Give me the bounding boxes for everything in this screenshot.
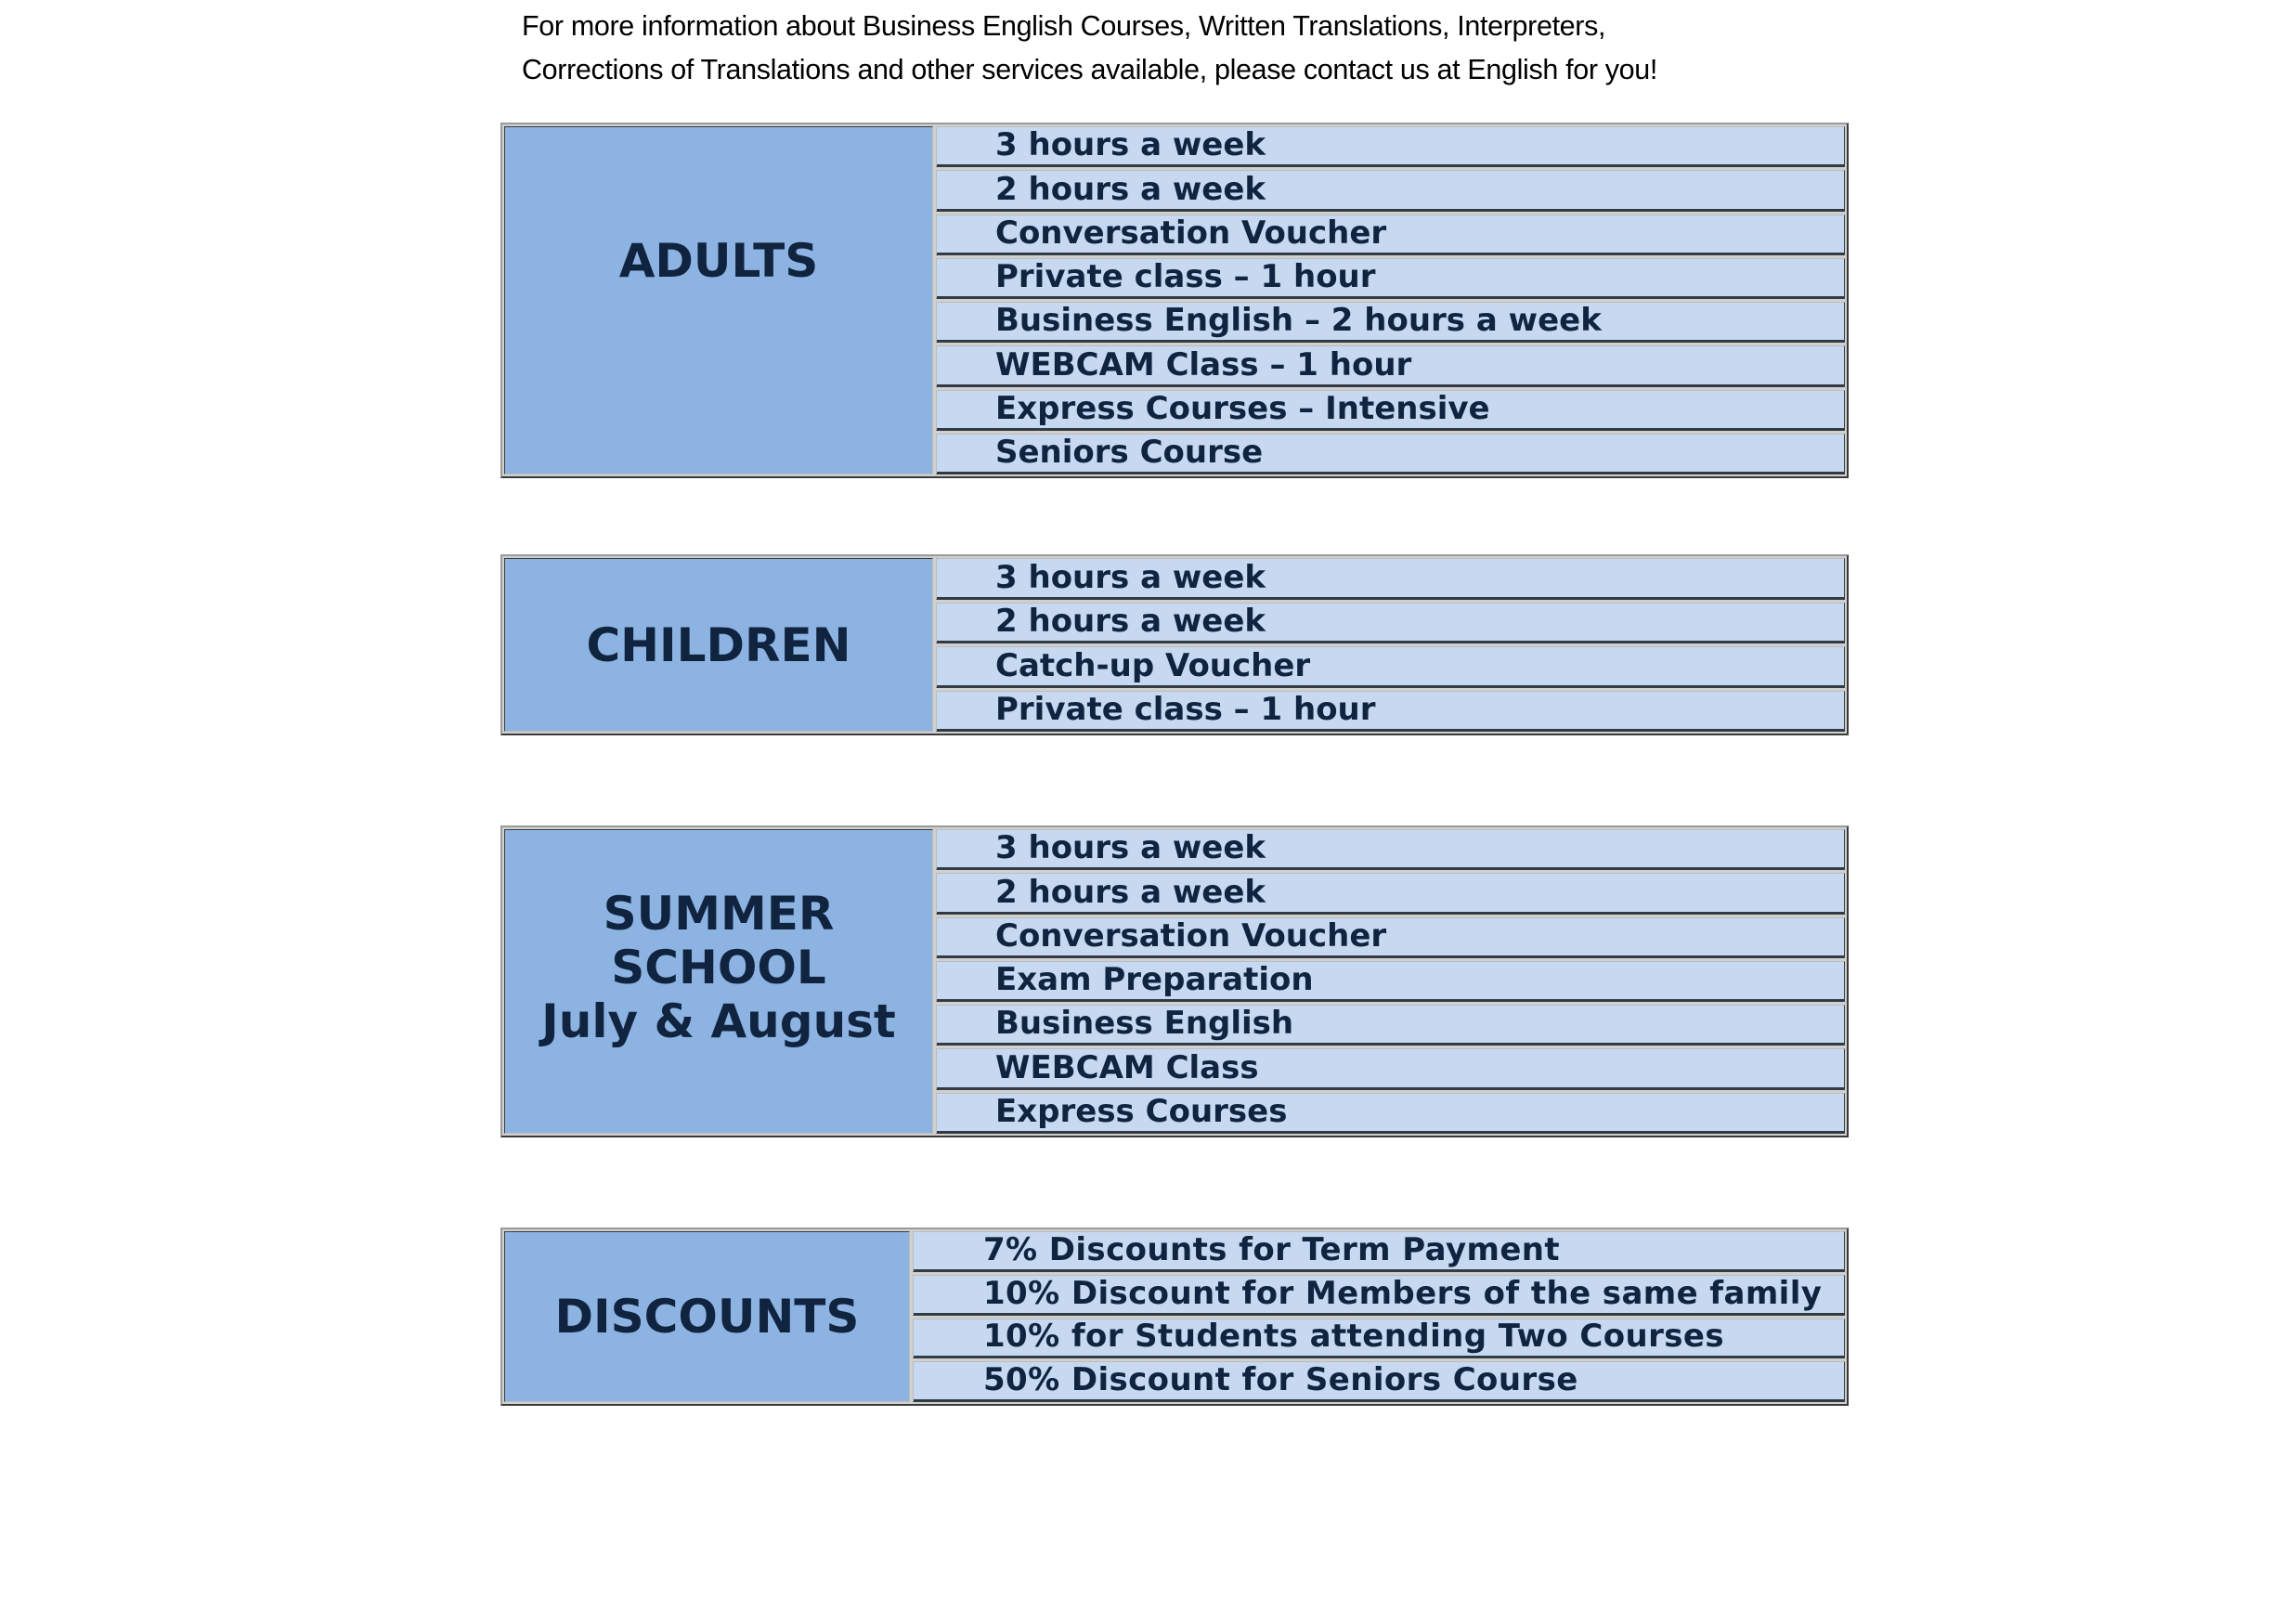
course-item: Conversation Voucher	[936, 917, 1845, 958]
summer-school-table	[500, 825, 1849, 1137]
discounts-title: DISCOUNTS	[554, 1290, 860, 1344]
course-item: Seniors Course	[936, 434, 1845, 474]
course-item: Private class – 1 hour	[936, 691, 1845, 733]
course-item: 2 hours a week	[936, 603, 1845, 644]
summer-title-line-3: July & August	[541, 994, 896, 1048]
summer-title-line-2: SCHOOL	[611, 941, 826, 994]
adults-title: ADULTS	[618, 234, 819, 288]
summer-course-list	[936, 829, 1845, 1134]
course-item: 3 hours a week	[936, 829, 1845, 870]
intro-line-1: For more information about Business English Courses, Written Translations, Interpreters,	[522, 10, 1606, 42]
course-item: Conversation Voucher	[936, 214, 1845, 255]
course-item: Private class – 1 hour	[936, 258, 1845, 299]
children-category-cell	[504, 558, 933, 732]
discount-item: 10% for Students attending Two Courses	[913, 1319, 1845, 1359]
course-item: WEBCAM Class	[936, 1048, 1845, 1089]
discounts-table	[500, 1228, 1849, 1406]
summer-category-cell	[504, 829, 933, 1134]
course-item: Exam Preparation	[936, 961, 1845, 1002]
discount-item: 50% Discount for Seniors Course	[913, 1361, 1845, 1402]
course-item: Business English – 2 hours a week	[936, 302, 1845, 343]
course-item: Catch-up Voucher	[936, 646, 1845, 688]
course-item: WEBCAM Class – 1 hour	[936, 345, 1845, 386]
children-table	[500, 554, 1849, 735]
course-item: 2 hours a week	[936, 170, 1845, 211]
intro-line-2: Corrections of Translations and other services available, please contact us at English for you!	[522, 54, 1657, 85]
course-item: Business English	[936, 1005, 1845, 1046]
course-item: 2 hours a week	[936, 873, 1845, 914]
discount-item: 10% Discount for Members of the same family	[913, 1275, 1845, 1316]
adults-table	[500, 123, 1849, 478]
course-item: Express Courses	[936, 1093, 1845, 1134]
children-title: CHILDREN	[586, 617, 851, 672]
summer-title-line-1: SUMMER	[603, 887, 835, 941]
adults-category-cell	[504, 126, 933, 474]
course-item: 3 hours a week	[936, 126, 1845, 167]
discounts-list	[913, 1231, 1845, 1402]
discounts-category-cell	[504, 1231, 910, 1402]
children-course-list	[936, 558, 1845, 732]
course-item: Express Courses – Intensive	[936, 390, 1845, 431]
course-item: 3 hours a week	[936, 558, 1845, 600]
discount-item: 7% Discounts for Term Payment	[913, 1231, 1845, 1272]
adults-course-list	[936, 126, 1845, 474]
intro-paragraph	[522, 5, 1896, 92]
